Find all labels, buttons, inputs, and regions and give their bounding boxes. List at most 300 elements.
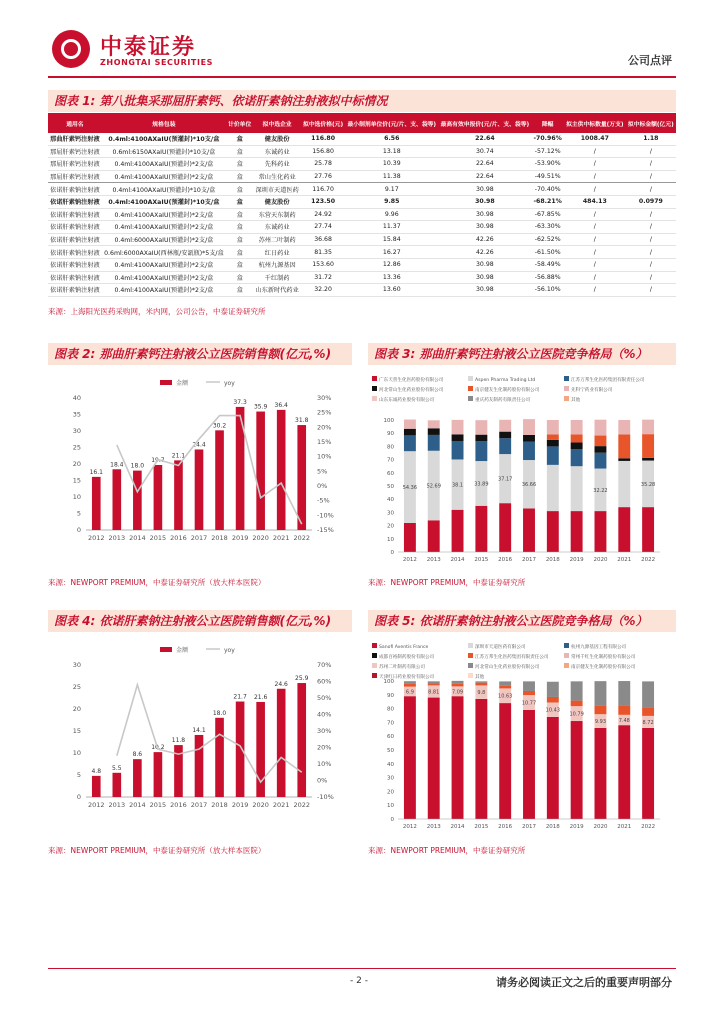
y-tick-label: 5 <box>76 509 81 518</box>
table-cell: 东营天东制药 <box>253 208 301 221</box>
x-tick-label: 2017 <box>522 557 536 563</box>
table-cell: 30.98 <box>438 284 531 297</box>
table-cell: 27.76 <box>301 170 345 183</box>
bar <box>133 471 142 530</box>
segment-value-label: 10.77 <box>521 700 537 707</box>
segment-value-label: 35.28 <box>640 481 656 488</box>
y2-tick-label: 20% <box>317 743 332 752</box>
table-cell: 那屈肝素钙注射液 <box>48 158 102 171</box>
doc-type: 公司点评 <box>628 54 672 67</box>
stack-segment <box>642 420 654 435</box>
stack-segment <box>595 706 607 714</box>
y-tick-label: 10 <box>72 493 81 501</box>
table-cell: 116.70 <box>301 183 345 196</box>
table-cell: -56.10% <box>531 284 564 297</box>
table-cell: 盒 <box>226 183 253 196</box>
fig3-source: 来源：NEWPORT PREMIUM，中泰证券研究所 <box>368 578 526 587</box>
legend-swatch-amount <box>160 647 172 652</box>
fig1-source: 来源：上海阳光医药采购网，米内网，公司公告，中泰证券研究所 <box>48 307 266 316</box>
table-cell: 0.4ml:4100AXaIU(预灌封)*2支/盒 <box>102 271 226 284</box>
stack-segment <box>595 728 607 819</box>
table-cell: 30.98 <box>438 221 531 234</box>
x-tick-label: 2020 <box>252 801 269 809</box>
x-tick-label: 2018 <box>545 824 560 830</box>
table-cell: 16.27 <box>345 246 438 259</box>
segment-value-label: 7.09 <box>451 689 464 696</box>
table-cell: 6.56 <box>345 133 438 145</box>
y-tick-label: 10 <box>387 803 394 810</box>
bar-value-label: 19.7 <box>151 456 165 464</box>
table-cell: 健友股份 <box>253 195 301 208</box>
legend-label-yoy: yoy <box>224 647 235 654</box>
y-tick-label: 50 <box>387 748 394 754</box>
stack-segment <box>404 684 416 687</box>
y2-tick-label: -10% <box>317 793 334 801</box>
table-cell: 0.0979 <box>626 195 676 208</box>
y-tick-label: 0 <box>76 526 81 534</box>
table-header-cell: 拟主供中标数量(万支) <box>564 113 626 133</box>
legend-swatch <box>564 643 569 648</box>
bar <box>215 718 224 797</box>
table-cell: 9.85 <box>345 195 438 208</box>
table-cell: 健友股份 <box>253 133 301 145</box>
stack-segment <box>547 446 559 464</box>
x-tick-label: 2020 <box>593 557 608 563</box>
legend-label: 南京健友生化制药股份有限公司 <box>571 665 636 670</box>
x-tick-label: 2022 <box>293 534 311 542</box>
table-header-cell: 拟中标金额(亿元) <box>626 113 676 133</box>
y-tick-label: 60 <box>387 470 394 477</box>
table-cell: -61.50% <box>531 246 564 259</box>
stack-segment <box>452 510 464 552</box>
stack-segment <box>571 721 583 819</box>
stack-segment <box>428 520 440 552</box>
x-tick-label: 2022 <box>641 557 656 563</box>
table-cell: / <box>564 170 626 183</box>
table-cell: 0.4ml:4100AXaIU(预灌封)*10支/盒 <box>102 133 226 145</box>
y-tick-label: 80 <box>387 706 394 713</box>
table-cell: 0.4ml:4100AXaIU(预灌封)*2支/盒 <box>102 170 226 183</box>
x-tick-label: 2019 <box>569 824 584 830</box>
legend-swatch <box>468 643 473 648</box>
stack-segment <box>428 681 440 684</box>
stack-segment <box>547 682 559 697</box>
table-cell: 30.98 <box>438 271 531 284</box>
logo-en: ZHONGTAI SECURITIES <box>100 58 213 67</box>
stack-segment <box>547 465 559 511</box>
table-cell: 0.4ml:4100AXaIU(预灌封)*2支/盒 <box>102 221 226 234</box>
legend-label: 山东东诚药业股份有限公司 <box>379 398 435 403</box>
table-cell: 东诚药业 <box>253 221 301 234</box>
table-cell: 30.74 <box>438 145 531 158</box>
y2-tick-label: 60% <box>317 677 332 686</box>
segment-value-label: 9.8 <box>477 690 486 697</box>
table-cell: 30.98 <box>438 183 531 196</box>
stack-segment <box>475 506 487 552</box>
table-cell: 那屈肝素钙注射液 <box>48 170 102 183</box>
x-tick-label: 2012 <box>402 557 417 563</box>
y-tick-label: 30 <box>387 510 394 517</box>
bar <box>133 759 142 797</box>
table-row <box>48 145 676 158</box>
x-tick-label: 2018 <box>211 534 228 542</box>
table-cell: 13.18 <box>345 145 438 158</box>
y-tick-label: 100 <box>383 679 394 685</box>
table-cell: / <box>626 246 676 259</box>
stack-segment-other <box>499 681 511 682</box>
y2-tick-label: 0% <box>317 776 328 785</box>
bar <box>195 449 204 530</box>
page-number: - 2 - <box>350 976 368 986</box>
table-cell: / <box>626 158 676 171</box>
bar-value-label: 10.2 <box>151 744 165 752</box>
stack-segment <box>595 681 607 706</box>
table-cell: / <box>564 258 626 271</box>
stack-segment <box>618 435 630 459</box>
table-cell: / <box>564 246 626 259</box>
y-tick-label: 30 <box>387 775 394 782</box>
stack-segment <box>499 438 511 454</box>
y2-tick-label: 25% <box>317 408 332 417</box>
table-row <box>48 133 676 145</box>
legend-swatch <box>372 653 377 658</box>
stack-segment <box>642 708 654 716</box>
table-cell: / <box>564 221 626 234</box>
y-tick-label: 0 <box>390 817 394 823</box>
y-tick-label: 70 <box>387 720 394 727</box>
table-cell: 杭州九源基因 <box>253 258 301 271</box>
table-cell: 30.98 <box>438 208 531 221</box>
stack-segment <box>428 684 440 685</box>
legend-swatch <box>564 396 569 401</box>
table-cell: 42.26 <box>438 246 531 259</box>
table-cell: 32.20 <box>301 284 345 297</box>
x-tick-label: 2019 <box>231 534 249 542</box>
legend-swatch <box>372 663 377 668</box>
table-cell: 盒 <box>226 133 253 145</box>
table-cell: 22.64 <box>438 170 531 183</box>
segment-value-label: 7.48 <box>618 717 630 724</box>
legend-label-yoy: yoy <box>224 380 235 387</box>
table-cell: 42.26 <box>438 233 531 246</box>
y2-tick-label: 40% <box>317 710 332 719</box>
bar <box>297 425 306 530</box>
table-cell: 484.13 <box>564 195 626 208</box>
table-cell: 0.4ml:4100AXaIU(预灌封)*2支/盒 <box>102 284 226 297</box>
table-cell: 深圳市天道医药 <box>253 183 301 196</box>
bar <box>174 460 183 530</box>
logo-cn: 中泰证券 <box>100 35 197 60</box>
stack-segment <box>571 449 583 466</box>
x-tick-label: 2014 <box>450 557 465 563</box>
table-cell: / <box>626 208 676 221</box>
x-tick-label: 2013 <box>108 801 126 809</box>
bar-value-label: 11.8 <box>171 737 186 745</box>
bar-value-label: 4.8 <box>91 767 102 775</box>
table-cell: 依诺肝素钠注射液 <box>48 221 102 234</box>
table-cell: 盒 <box>226 145 253 158</box>
stack-segment <box>595 511 607 552</box>
fig4-source: 来源：NEWPORT PREMIUM，中泰证券研究所（放大样本医院） <box>48 846 266 855</box>
table-cell: 15.84 <box>345 233 438 246</box>
legend-label: 天津红日药业股份有限公司 <box>379 675 435 680</box>
x-tick-label: 2016 <box>498 557 513 563</box>
table-cell: 36.68 <box>301 233 345 246</box>
stack-segment <box>475 420 487 435</box>
table-cell: 30.98 <box>438 195 531 208</box>
bar-value-label: 35.9 <box>253 403 268 411</box>
table-cell: 116.80 <box>301 133 345 145</box>
table-cell: 盒 <box>226 170 253 183</box>
table-cell: 81.35 <box>301 246 345 259</box>
bar-value-label: 18.0 <box>212 709 227 717</box>
table-cell: -57.12% <box>531 145 564 158</box>
bar-value-label: 5.5 <box>112 764 122 772</box>
stack-segment <box>475 683 487 686</box>
table-cell: 0.4ml:4100AXaIU(预灌封)*10支/盒 <box>102 183 226 196</box>
segment-value-label: 10.63 <box>498 693 513 700</box>
table-cell: 0.4ml:4100AXaIU(预灌封)*10支/盒 <box>102 195 226 208</box>
stack-segment <box>571 511 583 552</box>
bid-table <box>48 113 676 297</box>
x-tick-label: 2017 <box>190 534 208 542</box>
y-tick-label: 20 <box>387 523 394 530</box>
table-cell: -70.96% <box>531 133 564 145</box>
y-tick-label: 30 <box>72 427 81 435</box>
table-cell: 13.36 <box>345 271 438 284</box>
legend-swatch <box>468 396 473 401</box>
stack-segment <box>618 458 630 461</box>
legend-swatch-amount <box>160 380 172 385</box>
segment-value-label: 54.36 <box>402 485 418 492</box>
table-cell: 1.18 <box>626 133 676 145</box>
stack-segment <box>428 428 440 435</box>
stack-segment <box>523 419 535 435</box>
x-tick-label: 2019 <box>231 801 249 809</box>
table-cell: 0.6ml:6150AXaIU(预灌封)*10支/盒 <box>102 145 226 158</box>
bar-value-label: 24.6 <box>274 680 288 688</box>
stack-segment <box>475 681 487 682</box>
legend-label-amount: 金额 <box>176 647 189 654</box>
table-cell: 盒 <box>226 284 253 297</box>
table-cell: 盒 <box>226 233 253 246</box>
legend-swatch <box>564 663 569 668</box>
legend-swatch <box>372 396 377 401</box>
x-tick-label: 2017 <box>190 801 208 809</box>
table-cell: 依诺肝素钠注射液 <box>48 246 102 259</box>
fig5-source: 来源：NEWPORT PREMIUM，中泰证券研究所 <box>368 846 526 855</box>
x-tick-label: 2018 <box>545 557 560 563</box>
table-cell: 22.64 <box>438 158 531 171</box>
y-tick-label: 20 <box>72 705 81 713</box>
stack-segment <box>523 442 535 460</box>
fig2-title: 图表 2: 那曲肝素钙注射液公立医院销售额(亿元,%) <box>48 343 352 365</box>
legend-label-amount: 金额 <box>176 380 189 387</box>
table-row <box>48 183 676 196</box>
segment-value-label: 33.89 <box>474 481 489 488</box>
stack-segment <box>452 420 464 435</box>
table-row <box>48 246 676 259</box>
y2-tick-label: -15% <box>317 526 334 534</box>
disclaimer: 请务必阅读正文之后的重要声明部分 <box>496 976 672 989</box>
stack-segment <box>618 725 630 819</box>
stack-segment <box>571 420 583 435</box>
table-cell: 那屈肝素钙注射液 <box>48 145 102 158</box>
x-tick-label: 2022 <box>641 824 656 830</box>
header-rule <box>48 76 676 78</box>
bar <box>277 410 286 530</box>
stack-segment <box>523 681 535 691</box>
bar-value-label: 31.8 <box>295 417 309 425</box>
y2-tick-label: 50% <box>317 694 332 702</box>
legend-label: Sanofi Aventis France <box>379 645 429 650</box>
y2-tick-label: 10% <box>317 760 332 768</box>
legend-label: 江苏万邦生化医药集团有限责任公司 <box>571 378 645 383</box>
stack-segment <box>618 681 630 705</box>
table-cell: 盒 <box>226 208 253 221</box>
y-tick-label: 15 <box>72 476 81 485</box>
segment-value-label: 10.79 <box>569 711 584 718</box>
fig2-source: 来源：NEWPORT PREMIUM，中泰证券研究所（放大样本医院） <box>48 578 266 587</box>
stack-segment <box>642 507 654 552</box>
table-cell: 依诺肝素钠注射液 <box>48 271 102 284</box>
x-tick-label: 2014 <box>450 824 465 830</box>
yoy-line <box>117 685 302 782</box>
table-cell: 依诺肝素钠注射液 <box>48 233 102 246</box>
legend-swatch <box>564 376 569 381</box>
table-row <box>48 271 676 284</box>
legend-label: 河北常山生化药业股份有限公司 <box>379 388 444 393</box>
stack-segment <box>404 681 416 684</box>
logo-mark <box>52 30 90 68</box>
table-cell: 30.98 <box>438 258 531 271</box>
stack-segment <box>404 435 416 451</box>
segment-value-label: 10.43 <box>545 707 560 714</box>
table-row <box>48 258 676 271</box>
table-cell: 12.86 <box>345 258 438 271</box>
x-tick-label: 2013 <box>426 824 441 830</box>
y2-tick-label: 30% <box>317 394 332 402</box>
x-tick-label: 2013 <box>108 534 126 542</box>
y2-tick-label: 0% <box>317 482 328 490</box>
stack-segment <box>571 681 583 700</box>
table-cell: 0.4ml:4100AXaIU(预灌封)*2支/盒 <box>102 158 226 171</box>
x-tick-label: 2014 <box>129 801 146 809</box>
x-tick-label: 2022 <box>293 801 311 809</box>
stack-segment <box>618 420 630 435</box>
bar-value-label: 8.6 <box>132 751 143 759</box>
segment-value-label: 9.93 <box>594 719 607 726</box>
table-cell: 盒 <box>226 258 253 271</box>
table-cell: 依诺肝素钠注射液 <box>48 284 102 297</box>
bar <box>297 683 306 797</box>
fig1-title: 图表 1: 第八批集采那屈肝素钙、依诺肝素钠注射液拟中标情况 <box>48 90 676 112</box>
table-cell: 依诺肝素钠注射液 <box>48 208 102 221</box>
x-tick-label: 2021 <box>272 801 290 809</box>
table-cell: 千红制药 <box>253 271 301 284</box>
table-row <box>48 221 676 234</box>
y-tick-label: 20 <box>387 789 394 796</box>
segment-value-label: 6.9 <box>405 689 414 696</box>
chart-fig3 <box>368 370 676 570</box>
legend-label: 杭州九源基因工程有限公司 <box>571 645 627 650</box>
table-cell: / <box>626 170 676 183</box>
table-cell: 依诺肝素钠注射液 <box>48 183 102 196</box>
table-body <box>48 133 676 296</box>
stack-segment <box>571 435 583 443</box>
x-tick-label: 2016 <box>170 534 187 542</box>
stack-segment <box>404 429 416 436</box>
table-cell: 25.78 <box>301 158 345 171</box>
fig4-title: 图表 4: 依诺肝素钠注射液公立医院销售额(亿元,%) <box>48 610 352 632</box>
legend-swatch <box>564 653 569 658</box>
legend-swatch <box>372 386 377 391</box>
stack-segment <box>523 710 535 819</box>
x-tick-label: 2020 <box>252 534 269 542</box>
table-row <box>48 284 676 297</box>
table-cell: / <box>626 271 676 284</box>
x-tick-label: 2016 <box>170 801 187 809</box>
table-cell: / <box>626 258 676 271</box>
table-cell: 0.4ml:6000AXaIU(预灌封)*2支/盒 <box>102 233 226 246</box>
table-cell: / <box>626 221 676 234</box>
x-tick-label: 2015 <box>149 534 167 542</box>
y2-tick-label: 5% <box>317 467 328 476</box>
stack-segment <box>499 682 511 686</box>
stack-segment <box>642 728 654 819</box>
y2-tick-label: 15% <box>317 438 332 446</box>
stack-segment <box>499 703 511 819</box>
table-cell: 11.37 <box>345 221 438 234</box>
x-tick-label: 2012 <box>402 824 417 830</box>
table-row <box>48 170 676 183</box>
table-header-cell: 通用名 <box>48 113 102 133</box>
y-tick-label: 80 <box>387 444 394 451</box>
table-cell: -58.49% <box>531 258 564 271</box>
stack-segment <box>428 435 440 451</box>
y-tick-label: 50 <box>387 484 394 490</box>
table-header-cell: 拟中选价格(元) <box>301 113 345 133</box>
table-cell: -53.90% <box>531 158 564 171</box>
legend-swatch <box>468 663 473 668</box>
x-tick-label: 2021 <box>272 534 290 542</box>
legend-swatch <box>468 376 473 381</box>
table-cell: 盒 <box>226 221 253 234</box>
table-cell: / <box>564 183 626 196</box>
table-header-cell: 计价单位 <box>226 113 253 133</box>
y-tick-label: 100 <box>383 418 394 424</box>
stack-segment <box>547 717 559 819</box>
x-tick-label: 2018 <box>211 801 228 809</box>
y-tick-label: 5 <box>76 771 81 779</box>
stack-segment <box>452 684 464 687</box>
table-header-cell: 规格包装 <box>102 113 226 133</box>
segment-value-label: 52.69 <box>426 483 441 490</box>
table-header-row <box>48 113 676 133</box>
table-cell: 9.17 <box>345 183 438 196</box>
y2-tick-label: -10% <box>317 511 334 520</box>
table-cell: 红日药业 <box>253 246 301 259</box>
stack-segment <box>618 507 630 552</box>
x-tick-label: 2015 <box>474 557 489 563</box>
table-cell: 123.50 <box>301 195 345 208</box>
table-cell: 苏州二叶制药 <box>253 233 301 246</box>
y-tick-label: 25 <box>72 683 81 691</box>
fig3-title: 图表 3: 那曲肝素钙注射液公立医院竞争格局（%） <box>368 343 676 365</box>
legend-label: 河北常山生化药业股份有限公司 <box>475 665 540 670</box>
legend-swatch <box>372 643 377 648</box>
stack-segment <box>499 686 511 689</box>
